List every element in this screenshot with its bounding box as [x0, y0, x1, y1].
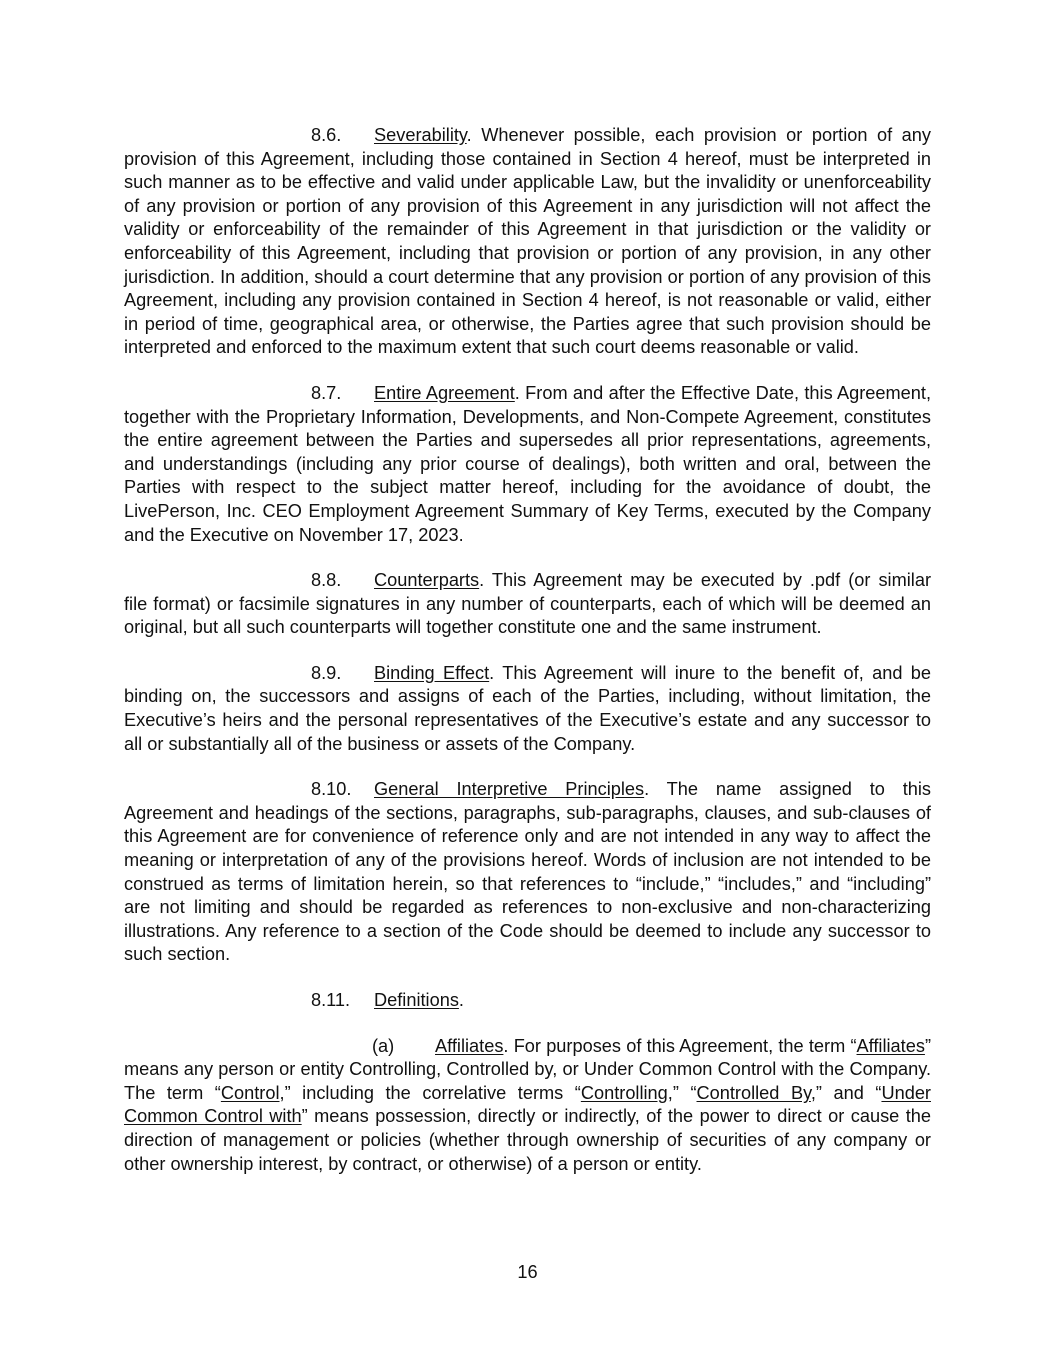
section-body: The name assigned to this Agreement and headings of the sections, paragraphs, sub-paragraphs, clauses, and sub-clauses of this Agreement are for convenience of reference only and are not intended in any way to affect the meaning or interpretation of any of the provisions hereof. Words of inclusion are not intended to be construed as terms of limitation herein, so that references to “include,” “includes,” and “including” are not limiting and should be regarded as references to non-exclusive and non-characterizing illustrations. Any reference to a section of the Code should be deemed to include any successor to such section.: [124, 779, 931, 965]
section-body: This Agreement may be executed by .pdf (or similar file format) or facsimile signatures in any number of counterparts, each of which will be deemed an original, but all such counterparts will together constitute one and the same instrument.: [124, 570, 931, 638]
heading-period: .: [644, 779, 650, 800]
defined-term-control: Control: [220, 1082, 280, 1103]
defined-term-controlling: Controlling: [580, 1082, 668, 1103]
body-text: ,” “: [667, 1082, 697, 1103]
subsection-heading: Affiliates: [435, 1035, 504, 1056]
section-8-8: [124, 569, 931, 640]
section-number: 8.11.: [311, 990, 351, 1010]
section-8-6: [124, 124, 931, 360]
section-number: 8.7.: [311, 382, 342, 403]
heading-period: .: [514, 382, 520, 403]
body-text: ,” and “: [810, 1082, 882, 1103]
section-body: From and after the Effective Date, this Agreement, together with the Proprietary Information, Developments, and Non-Compete Agreement, constitutes the entire agreement between the Parties and supersedes all prior representations, agreements, and understandings (including any prior course of dealings), both written and oral, between the Parties with respect to the subject matter hereof, including for the avoidance of doubt, the LivePerson, Inc. CEO Employment Agreement Summary of Key Terms, executed by the Company and the Executive on November 17, 2023.: [124, 382, 931, 545]
section-heading: Counterparts: [374, 570, 480, 591]
section-8-11: [124, 989, 931, 1013]
defined-term-under-common-control: Under Common Control with: [124, 1082, 931, 1127]
section-number: 8.10.: [311, 779, 352, 800]
section-body: Whenever possible, each provision or portion of any provision of this Agreement, including those contained in Section 4 hereof, must be interpreted in such manner as to be effective and valid under applicable Law, but the invalidity or unenforceability of any provision or portion of any provision of this Agreement in any jurisdiction will not affect the validity or enforceability of the remainder of this Agreement in that jurisdiction or the validity or enforceability of this Agreement, including that provision or portion of any provision, in any other jurisdiction. In addition, should a court determine that any provision or portion of any provision of this Agreement, including any provision contained in Section 4 hereof, is not reasonable or valid, either in period of time, geographical area, or otherwise, the Parties agree that such provision should be interpreted and enforced to the maximum extent that such court deems reasonable or valid.: [124, 125, 931, 358]
defined-term-controlled-by: Controlled By: [696, 1082, 811, 1103]
section-body: This Agreement will inure to the benefit of, and be binding on, the successors and assigns of each of the Parties, including, without limitation, the Executive’s heirs and the personal representatives of the Executive’s estate and any successor to all or substantially all of the business or assets of the Company.: [124, 662, 931, 754]
subsection-number: (a): [372, 1035, 395, 1056]
section-8-10: [124, 778, 931, 967]
defined-term-affiliates: Affiliates: [856, 1035, 925, 1056]
section-8-7: [124, 382, 931, 547]
section-heading: Severability: [374, 125, 467, 145]
section-heading: General Interpretive Principles: [374, 779, 645, 800]
body-text: ” means any person or entity Controlling, Controlled by, or Under Common Control with the Company. The term “: [124, 1035, 931, 1103]
section-heading: Definitions: [374, 990, 459, 1010]
page-number: 16: [517, 1262, 538, 1282]
heading-period: .: [458, 990, 464, 1010]
body-text: ,” including the correlative terms “: [279, 1082, 581, 1103]
section-number: 8.8.: [311, 570, 342, 591]
section-8-11-a: [124, 1035, 931, 1177]
section-heading: Binding Effect: [374, 662, 490, 683]
body-text: ” means possession, directly or indirectly, of the power to direct or cause the direction of management or policies (whether through ownership of securities of any company or other ownership interest, by contract, or otherwise) of a person or entity.: [124, 1106, 932, 1174]
section-number: 8.6.: [311, 125, 342, 145]
document-page: [124, 124, 931, 1198]
heading-period: .: [479, 570, 485, 591]
body-text: . For purposes of this Agreement, the term “: [503, 1035, 857, 1056]
section-8-9: [124, 662, 931, 756]
section-number: 8.9.: [311, 662, 342, 683]
section-heading: Entire Agreement: [374, 382, 515, 403]
heading-period: .: [466, 125, 472, 145]
heading-period: .: [489, 662, 495, 683]
